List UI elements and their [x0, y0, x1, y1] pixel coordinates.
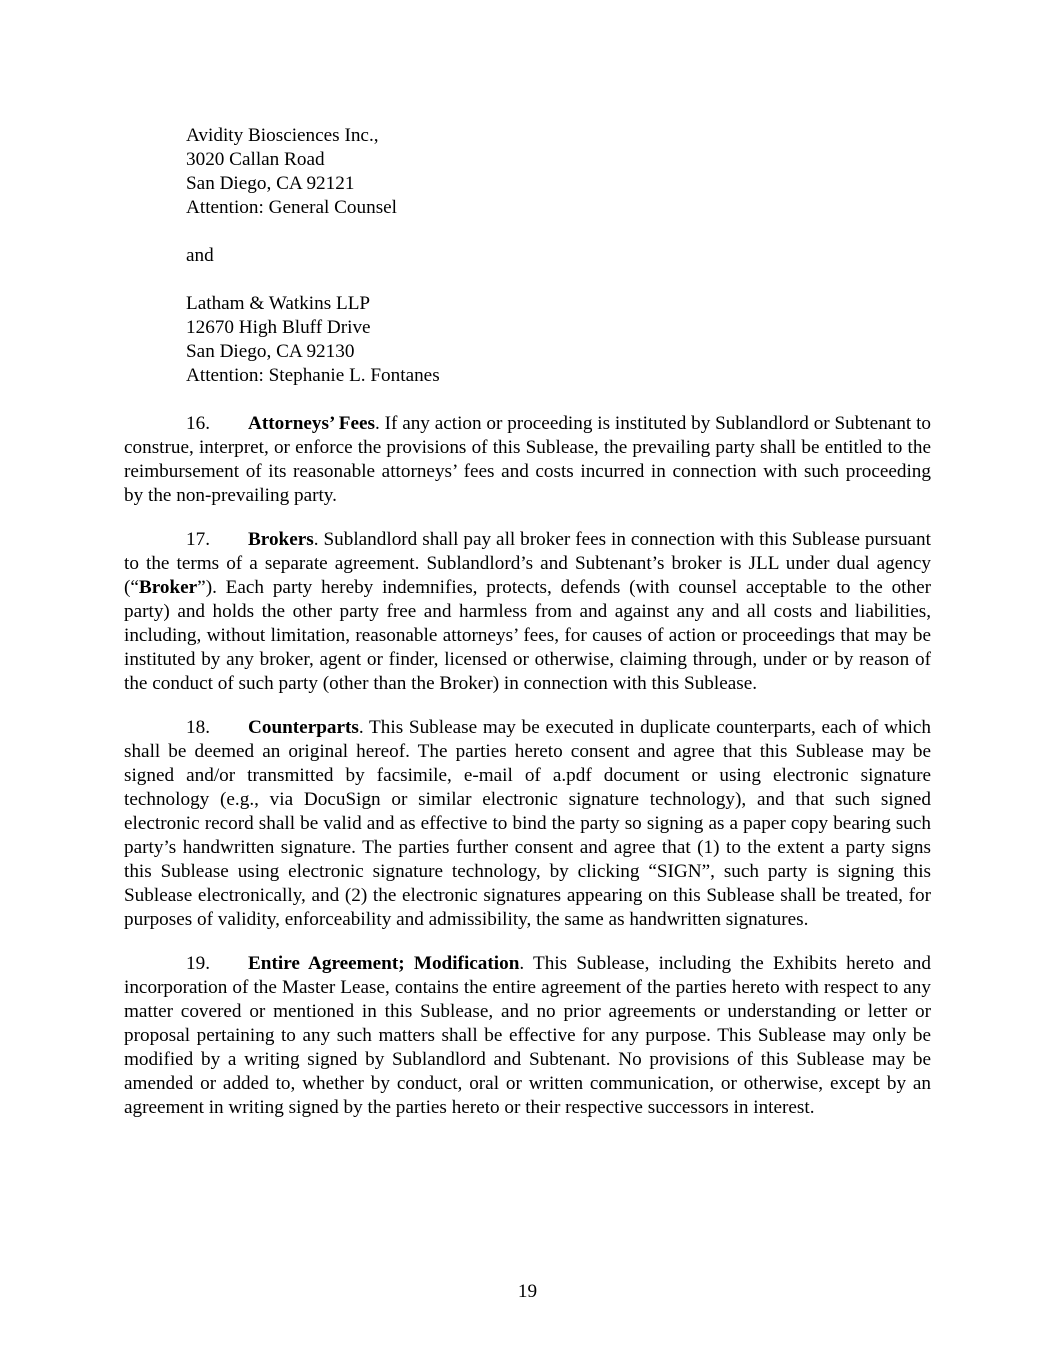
section-body: ”). Each party hereby indemnifies, protects, defends (with counsel acceptable to the other party) and holds the other party free and harmless from and against any and all costs and liabilities, including, without limitation, reasonable attorneys’ fees, for causes of action or proceedings that may be instituted by any broker, agent or finder, licensed or otherwise, claiming through, under or by reason of the conduct of such party (other than the Broker) in connection with this Sublease.	[124, 577, 931, 694]
section-19-entire-agreement	[124, 952, 931, 1120]
address-line: 3020 Callan Road	[186, 149, 325, 170]
section-16-attorneys-fees	[124, 412, 931, 508]
section-body: . This Sublease, including the Exhibits hereto and incorporation of the Master Lease, contains the entire agreement of the parties hereto with respect to any matter covered or mentioned in this Sublease, and no prior agreements or understanding or letter or proposal pertaining to any such matters shall be effective for any purpose. This Sublease may only be modified by a writing signed by Sublandlord and Subtenant. No provisions of this Sublease may be amended or added to, whether by conduct, oral or written communication, or otherwise, except by an agreement in writing signed by the parties hereto or their respective successors in interest.	[124, 953, 931, 1118]
section-body: . This Sublease may be executed in duplicate counterparts, each of which shall be deemed an original hereof. The parties hereto consent and agree that this Sublease may be signed and/or transmitted by facsimile, e-mail of a.pdf document or using electronic signature technology (e.g., via DocuSign or similar electronic signature technology), and that such signed electronic record shall be valid and as effective to bind the party so signing as a paper copy bearing such party’s handwritten signature. The parties further consent and agree that (1) to the extent a party signs this Sublease using electronic signature technology, by clicking “SIGN”, such party is signing this Sublease electronically, and (2) the electronic signatures appearing on this Sublease shall be treated, for purposes of validity, enforceability and admissibility, the same as handwritten signatures.	[124, 717, 931, 930]
address-line: Latham & Watkins LLP	[186, 293, 371, 314]
section-number: 19.	[186, 953, 210, 974]
address-line: San Diego, CA 92121	[186, 173, 355, 194]
defined-term: Broker	[138, 577, 198, 598]
section-body: . If any action or proceeding is instituted by Sublandlord or Subtenant to construe, interpret, or enforce the provisions of this Sublease, the prevailing party shall be entitled to the reimbursement of its reasonable attorneys’ fees and costs incurred in connection with such proceeding by the non-prevailing party.	[124, 413, 931, 506]
address-line: Avidity Biosciences Inc.,	[186, 125, 379, 146]
section-17-brokers	[124, 528, 931, 696]
section-heading: Attorneys’ Fees	[248, 413, 375, 434]
section-heading: Entire Agreement; Modification	[248, 953, 520, 974]
document-page	[124, 124, 931, 1140]
address-conjunction: and	[186, 245, 214, 266]
notice-address-latham	[186, 292, 931, 388]
address-line: San Diego, CA 92130	[186, 341, 355, 362]
page-number: 19	[517, 1281, 538, 1302]
section-body: . Sublandlord shall pay all broker fees in connection with this Sublease pursuant to the terms of a separate agreement. Sublandlord’s and Subtenant’s broker is JLL under dual agency (“	[124, 529, 931, 598]
section-number: 17.	[186, 529, 210, 550]
section-heading: Counterparts	[248, 717, 359, 738]
address-line: Attention: General Counsel	[186, 197, 398, 218]
address-line: 12670 High Bluff Drive	[186, 317, 371, 338]
notice-address-avidity	[186, 124, 931, 220]
section-number: 18.	[186, 717, 210, 738]
section-18-counterparts	[124, 716, 931, 932]
section-number: 16.	[186, 413, 210, 434]
address-line: Attention: Stephanie L. Fontanes	[186, 365, 440, 386]
section-heading: Brokers	[248, 529, 314, 550]
